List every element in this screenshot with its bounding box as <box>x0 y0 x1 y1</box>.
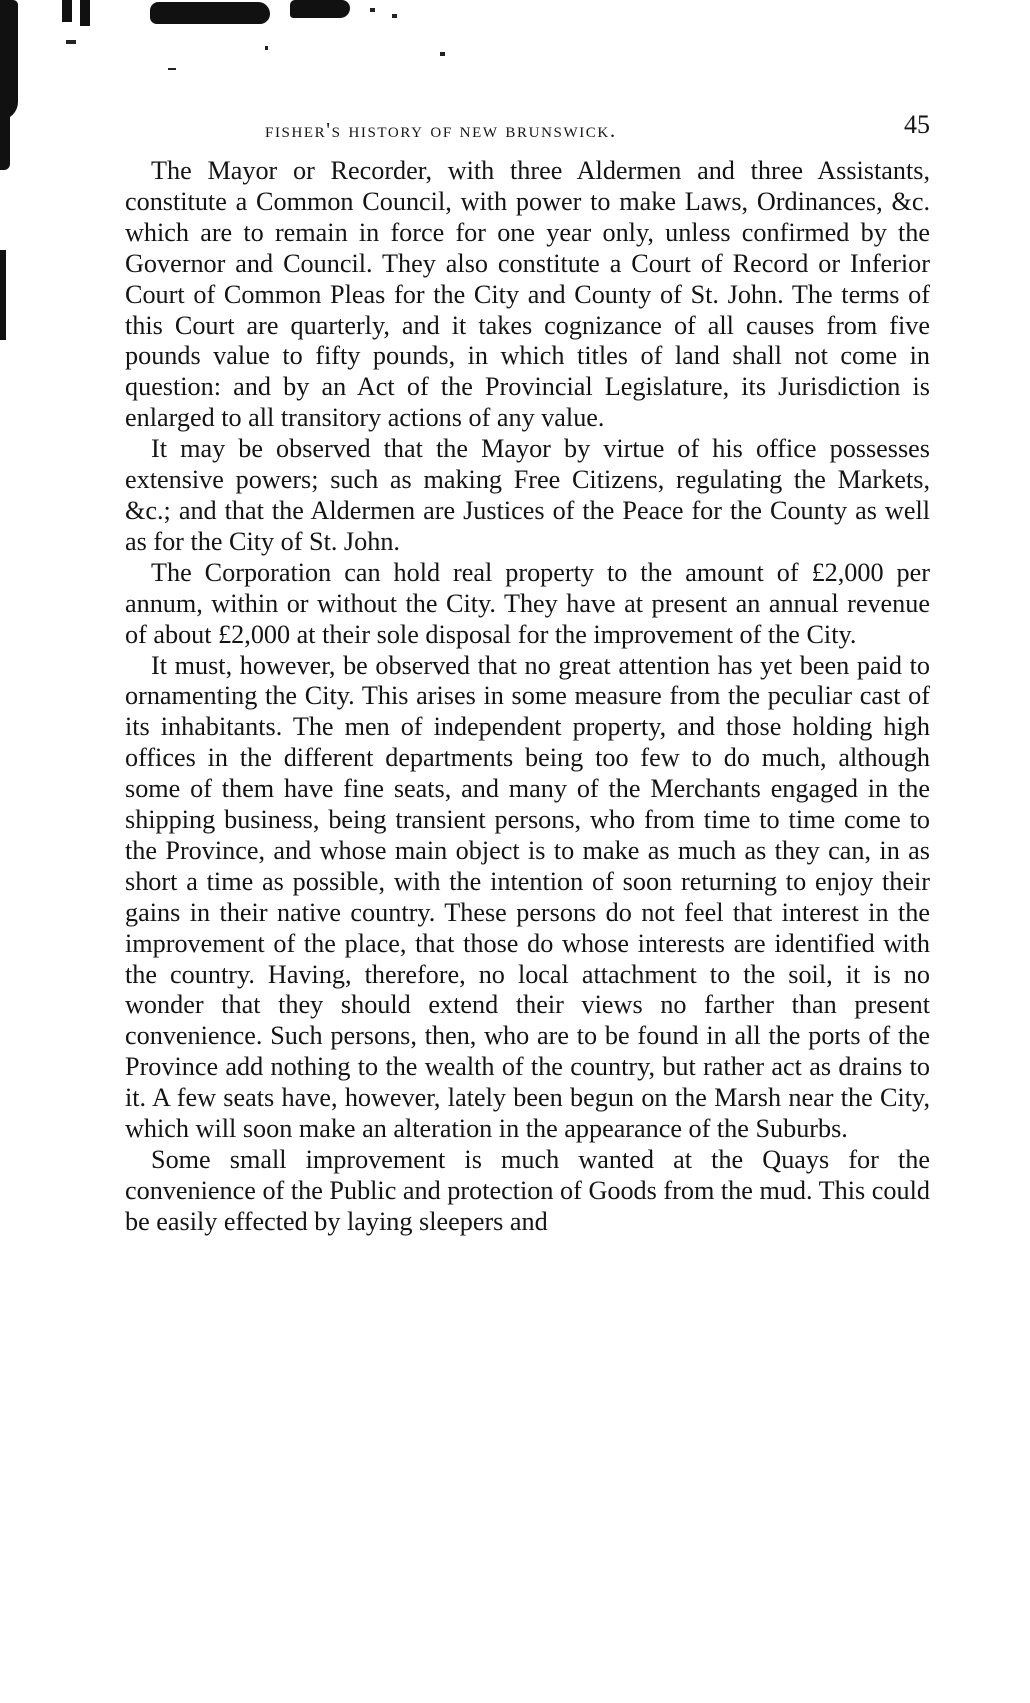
body-text <box>125 156 930 1238</box>
scan-blot <box>0 110 10 170</box>
paragraph: The Corporation can hold real property to the amount of £2,000 per annum, within or without the City. They have at present an annual revenue of about £2,000 at their sole disposal for the improvement of the City. <box>125 557 930 649</box>
scan-speck <box>66 40 76 44</box>
paragraph: The Mayor or Recorder, with three Aldermen and three Assistants, constitute a Common Council, with power to make Laws, Ordinances, &c. which are to remain in force for one year only, unless confirmed by the Governor and Council. They also constitute a Court of Record or Inferior Court of Common Pleas for the City and County of St. John. The terms of this Court are quarterly, and it takes cognizance of all causes from five pounds value to fifty pounds, in which titles of land shall not come in question: and by an Act of the Provincial Legislature, its Jurisdiction is enlarged to all transitory actions of any value. <box>125 156 930 433</box>
scan-blot <box>0 250 6 340</box>
book-page <box>125 110 930 1238</box>
running-head <box>125 110 930 150</box>
scan-blot <box>0 0 18 120</box>
scan-speck <box>168 68 176 70</box>
scan-speck <box>265 46 268 50</box>
scan-speck <box>370 8 375 12</box>
scan-blot <box>290 0 350 18</box>
scan-blot <box>80 0 90 26</box>
scan-blot <box>62 0 72 22</box>
paragraph: It may be observed that the Mayor by virtue of his office possesses extensive powers; such as making Free Citizens, regulating the Markets, &c.; and that the Aldermen are Justices of the Peace for the County as well as for the City of St. John. <box>125 434 930 556</box>
paragraph: It must, however, be observed that no great attention has yet been paid to ornamenting the City. This arises in some measure from the peculiar cast of its inhabitants. The men of independent property, and those holding high offices in the different departments being too few to do much, although some of them have fine seats, and many of the Merchants engaged in the shipping business, being transient persons, who from time to time come to the Province, and whose main object is to make as much as they can, in as short a time as possible, with the intention of soon returning to enjoy their gains in their native country. These persons do not feel that interest in the improvement of the place, that those do whose interests are identified with the country. Having, therefore, no local attachment to the soil, it is no wonder that they should extend their views no farther than present convenience. Such persons, then, who are to be found in all the ports of the Province add nothing to the wealth of the country, but rather act as drains to it. A few seats have, however, lately been begun on the Marsh near the City, which will soon make an alteration in the appearance of the Suburbs. <box>125 650 930 1144</box>
page-number: 45 <box>904 110 930 139</box>
scan-speck <box>440 52 445 56</box>
paragraph: Some small improvement is much wanted at the Quays for the convenience of the Public and protection of Goods from the mud. This could be easily effected by laying sleepers and <box>125 1145 930 1236</box>
scan-speck <box>392 14 397 18</box>
scan-blot <box>150 2 270 24</box>
running-title: fisher's history of new brunswick. <box>265 118 617 142</box>
